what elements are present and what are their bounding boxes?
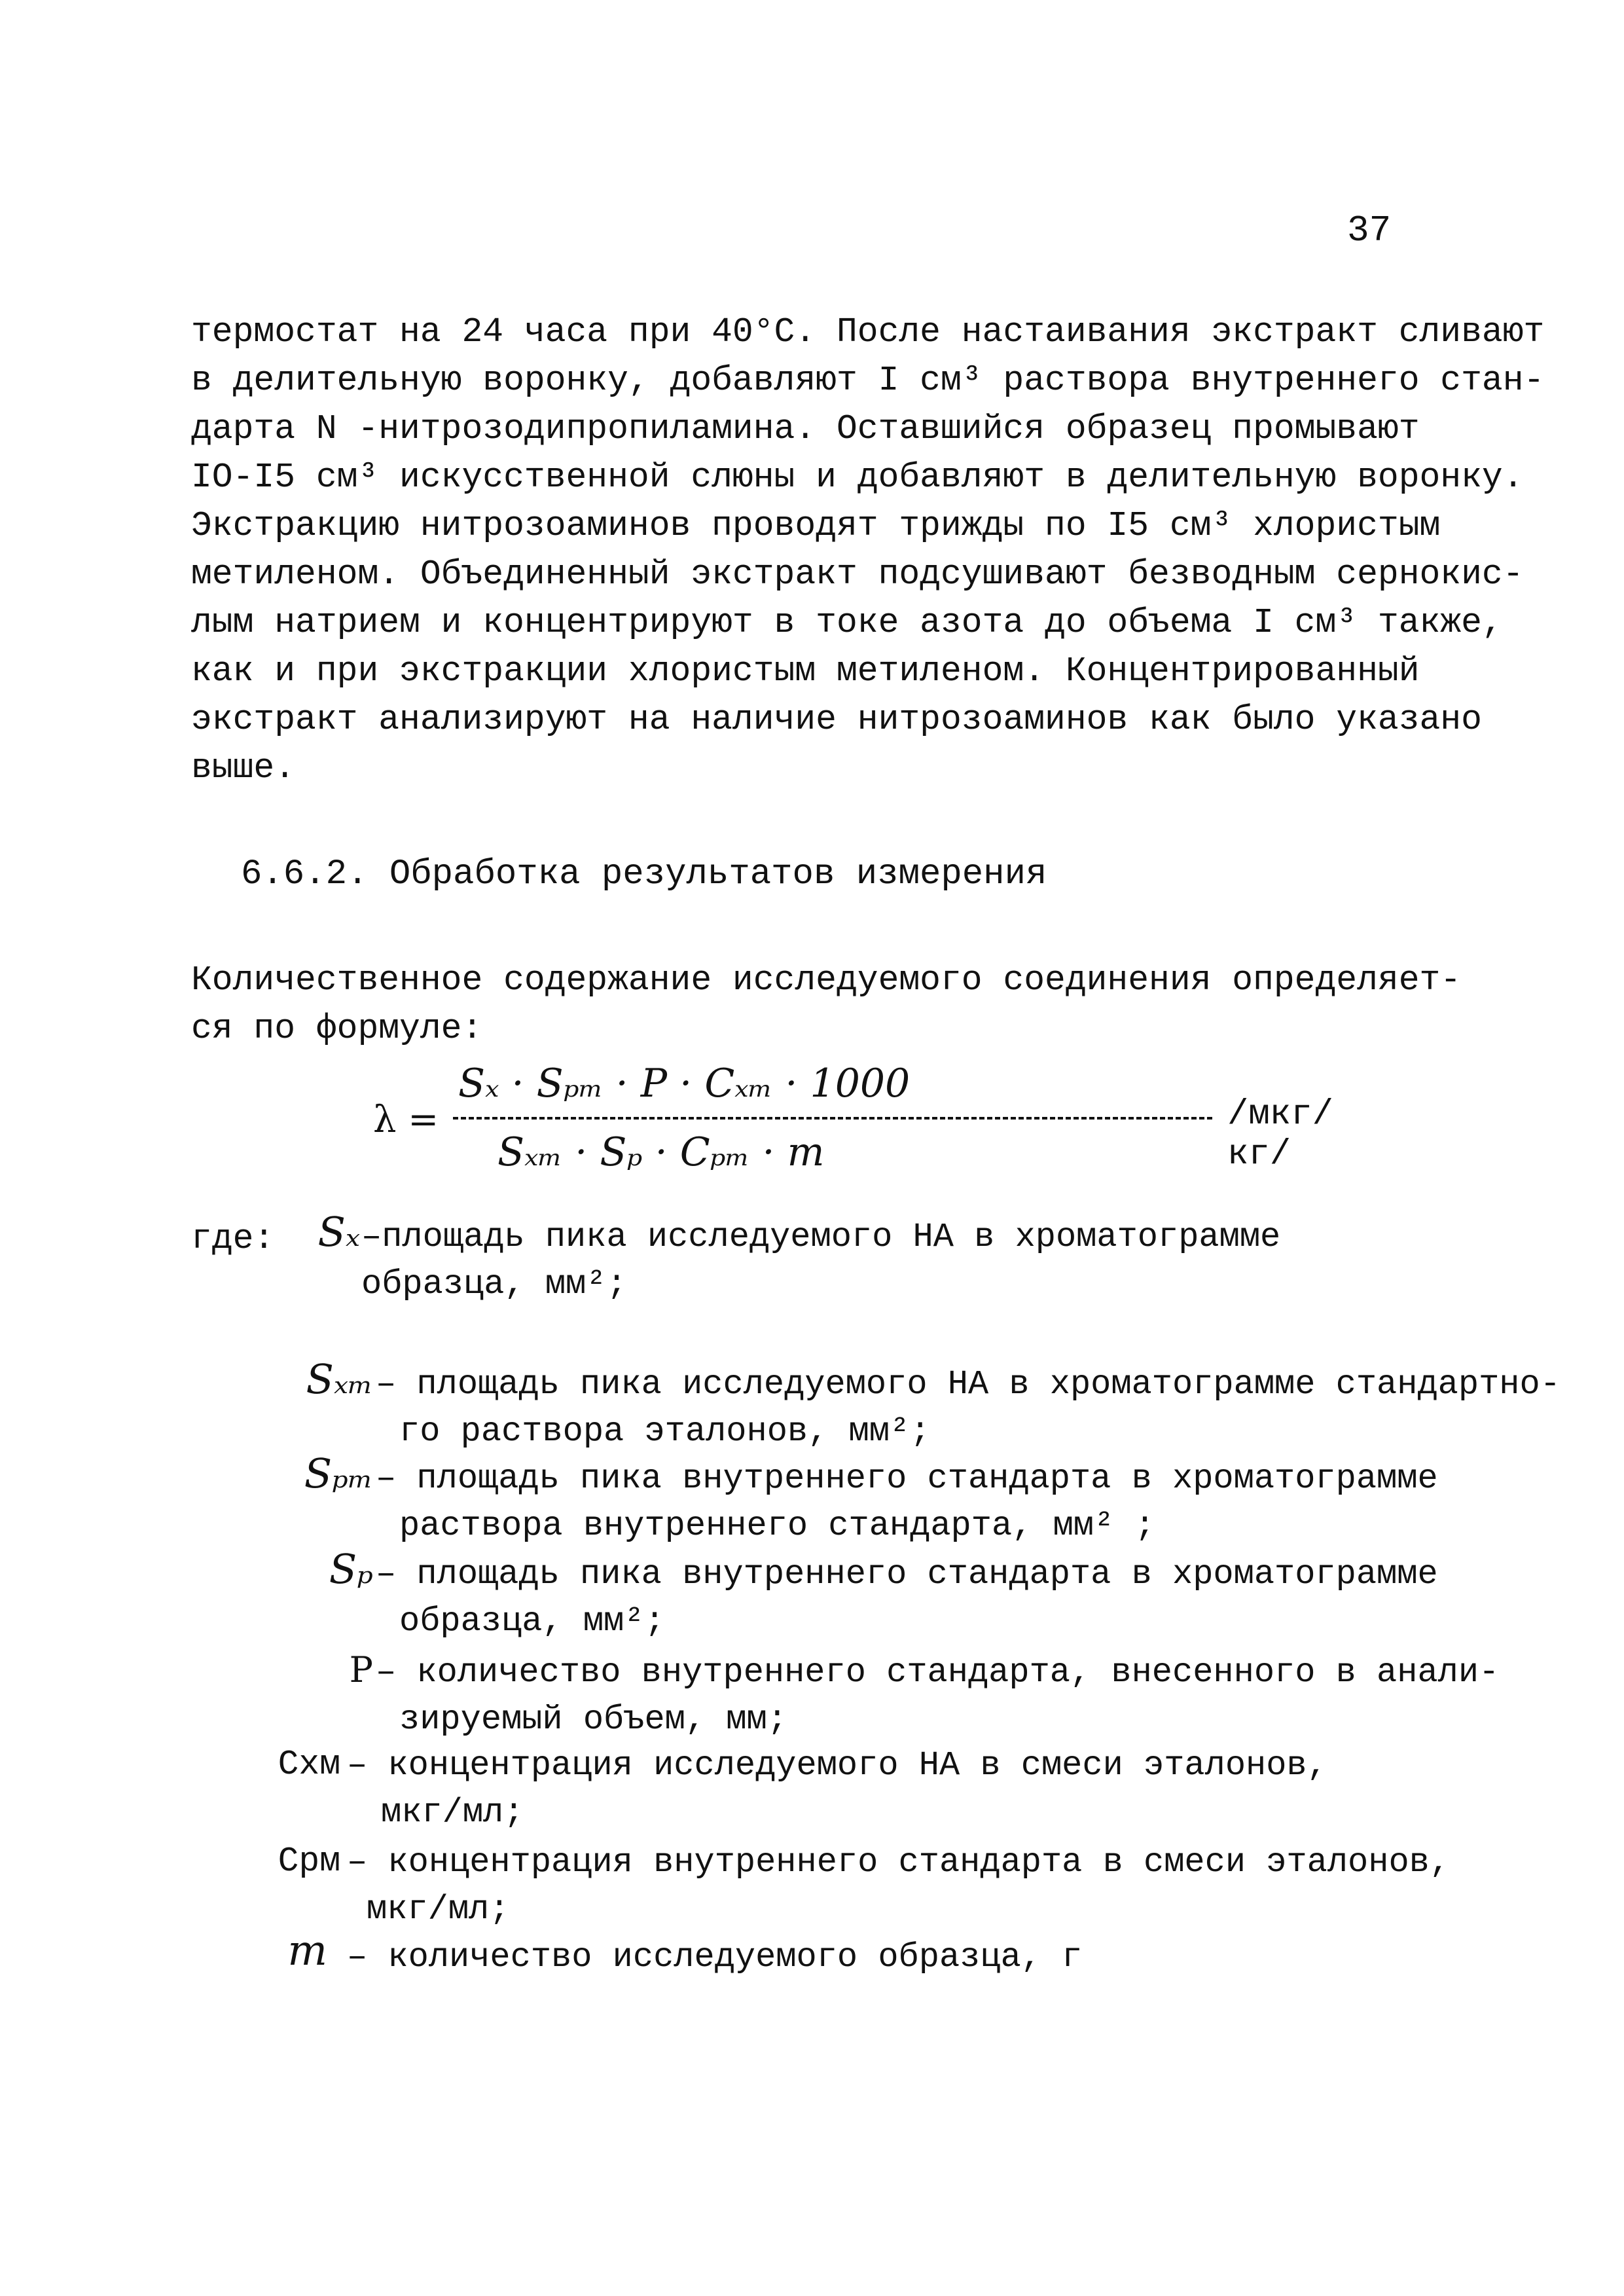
definition-text: образца, мм²; xyxy=(361,1265,627,1303)
formula-denominator: Sₓₘ · Sₚ · Cₚₘ · m xyxy=(497,1129,825,1175)
page-number: 37 xyxy=(1347,210,1392,251)
formula xyxy=(373,1061,1355,1192)
symbol: Sₓ xyxy=(317,1208,360,1256)
formula-intro xyxy=(191,956,1461,1053)
formula-unit: /мкг/кг/ xyxy=(1227,1095,1334,1175)
text-line: в делительную воронку, добавляют I см³ раствора внутреннего стан- xyxy=(191,361,1545,400)
text-line: лым натрием и концентрируют в токе азота до объема I см³ также, xyxy=(191,603,1503,642)
definition-text: – количество исследуемого образца, г xyxy=(347,1938,1083,1977)
text-line: IO-I5 см³ искусственной слюны и добавляют в делительную воронку. xyxy=(191,458,1524,497)
text-line: Экстракцию нитрозоаминов проводят трижды по I5 см³ хлористым xyxy=(191,506,1441,545)
definition-text: мкг/мл; xyxy=(367,1890,510,1929)
definition-text: – концентрация внутреннего стандарта в смеси эталонов, xyxy=(347,1843,1451,1882)
text-line: дарта N -нитрозодипропиламина. Оставшийся образец промывают xyxy=(191,409,1420,448)
paragraph-1 xyxy=(191,308,1545,501)
definition-text: мкг/мл; xyxy=(381,1793,524,1832)
definition-text: – площадь пика внутреннего стандарта в хроматограмме xyxy=(376,1555,1438,1594)
symbol: Срм xyxy=(278,1842,340,1881)
text-line: ся по формуле: xyxy=(191,1009,483,1048)
symbol: Sₚₘ xyxy=(304,1449,373,1497)
symbol: m xyxy=(287,1927,327,1975)
definition-text: – площадь пика исследуемого НА в хроматограмме стандартно- xyxy=(376,1365,1561,1404)
definition-text: – количество внутреннего стандарта, внесенного в анали- xyxy=(376,1653,1500,1692)
text-line: выше. xyxy=(191,748,296,788)
text-line: термостат на 24 часа при 40°С. После настаивания экстракт сливают xyxy=(191,312,1545,352)
symbol: Р xyxy=(349,1649,373,1690)
definition-text: зируемый объем, мм; xyxy=(399,1700,787,1739)
text-line: Количественное содержание исследуемого соединения определяет- xyxy=(191,960,1462,1000)
paragraph-2 xyxy=(191,501,1524,792)
fraction-bar xyxy=(453,1117,1212,1120)
definition-text: –площадь пика исследуемого НА в хроматограмме xyxy=(361,1218,1281,1256)
symbol: Схм xyxy=(278,1745,340,1784)
formula-lhs: λ = xyxy=(373,1099,439,1141)
text-line: как и при экстракции хлористым метиленом. Концентрированный xyxy=(191,651,1420,691)
symbol: Sₓₘ xyxy=(306,1355,373,1403)
definition-text: – площадь пика внутреннего стандарта в хроматограмме xyxy=(376,1459,1438,1498)
section-heading: 6.6.2. Обработка результатов измерения xyxy=(241,854,1047,894)
text-line: экстракт анализируют на наличие нитрозоаминов как было указано xyxy=(191,700,1482,739)
definition-text: – концентрация исследуемого НА в смеси эталонов, xyxy=(347,1746,1327,1785)
definition-text: го раствора эталонов, мм²; xyxy=(399,1412,931,1451)
definition-text: образца, мм²; xyxy=(399,1602,665,1641)
definition-text: раствора внутреннего стандарта, мм² ; xyxy=(399,1506,1155,1545)
formula-numerator: Sₓ · Sₚₘ · P · Cₓₘ · 1000 xyxy=(458,1061,911,1106)
symbol: Sₚ xyxy=(329,1545,373,1593)
where-label: где: xyxy=(191,1219,275,1258)
text-line: метиленом. Объединенный экстракт подсушивают безводным сернокис- xyxy=(191,555,1524,594)
